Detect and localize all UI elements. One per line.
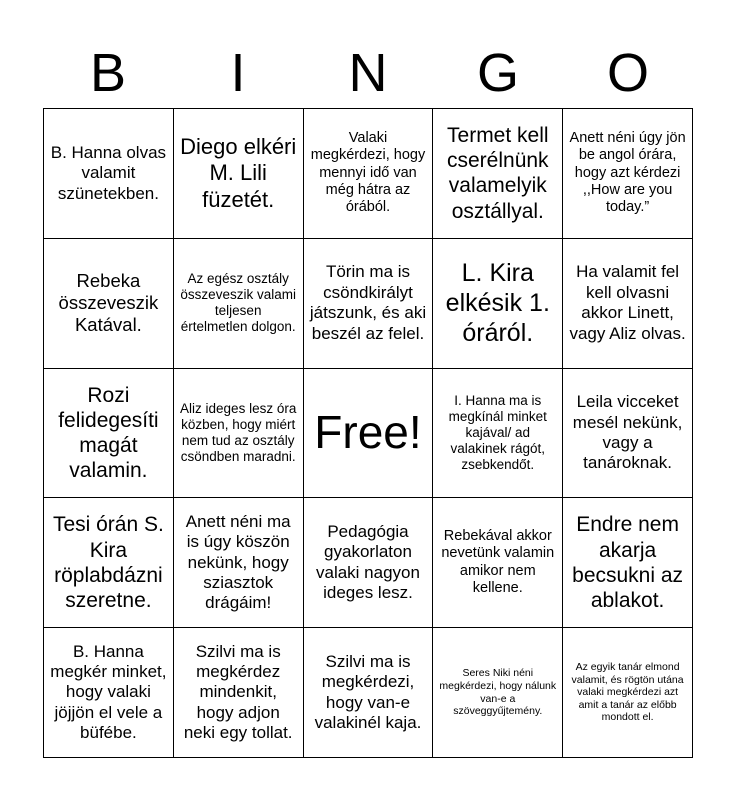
bingo-cell[interactable]: I. Hanna ma is megkínál minket kajával/ ad valakinek rágót, zsebkendőt. [433,369,563,499]
free-space[interactable]: Free! [304,369,434,499]
bingo-cell[interactable]: Valaki megkérdezi, hogy mennyi idő van még hátra az órából. [304,109,434,239]
bingo-cell[interactable]: Anett néni ma is úgy köszön nekünk, hogy sziasztok drágáim! [174,498,304,628]
bingo-cell[interactable]: Az egyik tanár elmond valamit, és rögtön utána valaki megkérdezi azt amit a tanár az előbb mondott el. [563,628,693,758]
bingo-cell[interactable]: Anett néni úgy jön be angol órára, hogy azt kérdezi ,,How are you today.” [563,109,693,239]
bingo-cell[interactable]: Leila vicceket mesél nekünk, vagy a tanároknak. [563,369,693,499]
bingo-cell[interactable]: Pedagógia gyakorlaton valaki nagyon ideges lesz. [304,498,434,628]
bingo-cell[interactable]: Tesi órán S. Kira röplabdázni szeretne. [44,498,174,628]
bingo-cell[interactable]: B. Hanna olvas valamit szünetekben. [44,109,174,239]
bingo-cell[interactable]: Endre nem akarja becsukni az ablakot. [563,498,693,628]
bingo-cell[interactable]: Törin ma is csöndkirályt játszunk, és aki beszél az felel. [304,239,434,369]
bingo-cell[interactable]: Diego elkéri M. Lili füzetét. [174,109,304,239]
bingo-header [43,38,693,108]
bingo-cell[interactable]: L. Kira elkésik 1. óráról. [433,239,563,369]
header-letter-n: N [348,43,388,103]
bingo-cell[interactable]: Seres Niki néni megkérdezi, hogy nálunk van-e a szöveggyűjtemény. [433,628,563,758]
bingo-board [43,108,693,758]
bingo-cell[interactable]: Szilvi ma is megkérdez mindenkit, hogy adjon neki egy tollat. [174,628,304,758]
header-letter-o: O [606,43,649,103]
bingo-cell[interactable]: Rebekával akkor nevetünk valamin amikor nem kellene. [433,498,563,628]
bingo-cell[interactable]: Rozi felidegesíti magát valamin. [44,369,174,499]
bingo-cell[interactable]: Aliz ideges lesz óra közben, hogy miért nem tud az osztály csöndben maradni. [174,369,304,499]
header-letter-b: B [89,43,127,103]
header-letter-g: G [476,43,519,103]
header-letter-i: I [230,43,246,103]
bingo-cell[interactable]: Rebeka összeveszik Katával. [44,239,174,369]
bingo-cell[interactable]: Az egész osztály összeveszik valami teljesen értelmetlen dolgon. [174,239,304,369]
bingo-cell[interactable]: Termet kell cserélnünk valamelyik osztállyal. [433,109,563,239]
bingo-cell[interactable]: B. Hanna megkér minket, hogy valaki jöjjön el vele a büfébe. [44,628,174,758]
bingo-cell[interactable]: Ha valamit fel kell olvasni akkor Linett, vagy Aliz olvas. [563,239,693,369]
bingo-cell[interactable]: Szilvi ma is megkérdezi, hogy van-e valakinél kaja. [304,628,434,758]
